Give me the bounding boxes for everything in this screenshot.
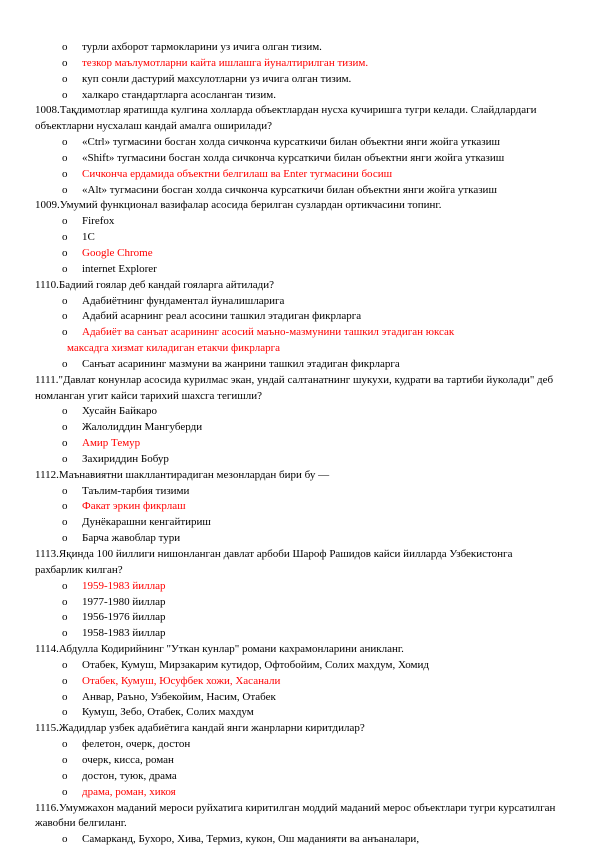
answer-option-label: Адабиёт ва санъат асарининг асосий маъно-мазмунини ташкил этадиган юксак — [82, 326, 455, 339]
answer-option — [35, 690, 560, 706]
answer-option — [35, 626, 560, 642]
answer-option — [35, 151, 560, 167]
answer-option-correct — [35, 167, 560, 183]
answer-option-label: драма, роман, хикоя — [82, 785, 176, 798]
answer-option-label: «Alt» тугмасини босган холда сичконча курсаткичи билан объектни янги жойга утказиш — [82, 183, 497, 196]
bullet-icon: o — [62, 595, 68, 608]
answer-option — [35, 214, 560, 230]
bullet-icon: o — [62, 41, 68, 53]
bullet-icon: o — [62, 151, 68, 164]
bullet-icon: o — [62, 516, 68, 529]
answer-option — [35, 515, 560, 531]
bullet-icon: o — [62, 357, 68, 370]
answer-option-label: Хусайн Байкаро — [82, 405, 158, 418]
answer-option-label: Дунёкарашни кенгайтириш — [82, 516, 211, 529]
answer-option — [35, 294, 560, 310]
answer-option-label: Барча жавоблар тури — [82, 532, 181, 545]
answer-option-label: Firefox — [82, 215, 115, 228]
answer-option — [35, 737, 560, 753]
answer-option-label: халкаро стандартларга асосланган тизим. — [82, 88, 276, 101]
answer-option — [35, 705, 560, 721]
answer-option-label: 1956-1976 йиллар — [82, 611, 166, 624]
bullet-icon: o — [62, 167, 68, 180]
bullet-icon: o — [62, 706, 68, 719]
answer-option-label: «Ctrl» тугмасини босган холда сичконча курсаткичи билан объектни янги жойга утказиш — [82, 136, 500, 149]
answer-option-correct — [35, 674, 560, 690]
answer-option-label: Сичконча ердамида объектни белгилаш ва Enter тугмасини босиш — [82, 167, 393, 180]
bullet-icon: o — [62, 437, 68, 450]
bullet-icon: o — [62, 452, 68, 465]
answer-option — [35, 610, 560, 626]
answer-option-continuation: максадга хизмат киладиган етакчи фикрларга — [67, 342, 280, 355]
answer-option-correct — [35, 436, 560, 452]
question-text: 1114.Абдулла Кодирийнинг "Уткан кунлар" романи кахрамонларини аникланг. — [35, 643, 404, 656]
answer-option — [35, 262, 560, 278]
answer-option-label: internet Explorer — [82, 262, 157, 275]
bullet-icon: o — [62, 88, 68, 101]
bullet-icon: o — [62, 326, 68, 339]
answer-option-label: куп сонли дастурий махсулотларни уз ичига олган тизим. — [82, 72, 352, 85]
answer-option-correct — [35, 499, 560, 515]
bullet-icon: o — [62, 294, 68, 307]
answer-option-label: фелетон, очерк, достон — [82, 738, 191, 751]
bullet-icon: o — [62, 310, 68, 323]
answer-option-label: достон, туюк, драма — [82, 769, 177, 782]
answer-option-label: 1959-1983 йиллар — [82, 579, 166, 592]
bullet-icon: o — [62, 484, 68, 497]
answer-option-label: турли ахборот тармокларини уз ичига олган тизим. — [82, 41, 322, 53]
answer-option-label: Санъат асарининг мазмуни ва жанрини ташкил этадиган фикрларга — [82, 357, 400, 370]
answer-option-label: очерк, кисса, роман — [82, 753, 174, 766]
answer-option-correct — [35, 325, 560, 341]
answer-option — [35, 832, 560, 848]
bullet-icon: o — [62, 627, 68, 640]
question-text: 1110.Бадиий гоялар деб кандай гояларга айтилади? — [35, 278, 275, 291]
answer-option — [35, 769, 560, 785]
bullet-icon: o — [62, 421, 68, 434]
answer-option-label: Самарканд, Бухоро, Хива, Термиз, кукон, Ош маданияти ва анъаналари, — [82, 833, 420, 846]
answer-option — [35, 230, 560, 246]
answer-option — [35, 753, 560, 769]
answer-option — [35, 452, 560, 468]
answer-option-label: Отабек, Кумуш, Мирзакарим кутидор, Офтобойим, Солих махдум, Хомид — [82, 658, 429, 671]
bullet-icon: o — [62, 500, 68, 513]
answer-option-label: Жалолиддин Мангуберди — [82, 421, 203, 434]
bullet-icon: o — [62, 72, 68, 85]
bullet-icon: o — [62, 658, 68, 671]
answer-option-label: Таълим-тарбия тизими — [82, 484, 190, 497]
bullet-icon: o — [62, 56, 68, 69]
question-text: 1116.Умумжахон маданий мероси руйхатига киритилган моддий маданий мерос объектлари тугри курсатилган жавобни белгиланг. — [35, 801, 556, 830]
answer-option — [35, 595, 560, 611]
bullet-icon: o — [62, 674, 68, 687]
answer-option-label: Отабек, Кумуш, Юсуфбек хожи, Хасанали — [82, 674, 281, 687]
bullet-icon: o — [62, 579, 68, 592]
bullet-icon: o — [62, 136, 68, 149]
answer-option-label: Факат эркин фикрлаш — [82, 500, 186, 513]
question-text: 1008.Тақдимотлар яратишда кулгина холларда объектлардан нусха кучиришга тугри келади. Слайдлардаги объектларни нусхалаш кандай амалга оширилади? — [35, 104, 537, 133]
bullet-icon: o — [62, 738, 68, 751]
question-text: 1112.Маънавиятни шакллантирадиган мезонлардан бири бу — — [35, 468, 330, 481]
bullet-icon: o — [62, 690, 68, 703]
answer-option-label: Захириддин Бобур — [82, 452, 169, 465]
question-text: 1113.Яқинда 100 йиллиги нишонланган давлат арбоби Шароф Рашидов кайси йилларда Узбекистонга рахбарлик килган? — [35, 548, 513, 576]
answer-option — [35, 484, 560, 500]
question-list — [35, 40, 560, 848]
answer-option — [35, 420, 560, 436]
answer-option — [35, 88, 560, 104]
bullet-icon: o — [62, 785, 68, 798]
bullet-icon: o — [62, 753, 68, 766]
bullet-icon: o — [62, 215, 68, 228]
answer-option-correct — [35, 579, 560, 595]
answer-option-correct — [35, 56, 560, 72]
answer-option-label: тезкор маълумотларни кайта ишлашга йуналтирилган тизим. — [82, 56, 369, 69]
answer-option — [35, 135, 560, 151]
bullet-icon: o — [62, 231, 68, 244]
answer-option-correct — [35, 246, 560, 262]
bullet-icon: o — [62, 183, 68, 196]
bullet-icon: o — [62, 833, 68, 846]
answer-option-label: 1958-1983 йиллар — [82, 627, 166, 640]
answer-option — [35, 309, 560, 325]
bullet-icon: o — [62, 405, 68, 418]
question-text: 1009.Умумий функционал вазифалар асосида берилган сузлардан ортикчасини топинг. — [35, 199, 442, 212]
answer-option-label: Кумуш, Зебо, Отабек, Солих махдум — [82, 706, 254, 719]
bullet-icon: o — [62, 532, 68, 545]
answer-option — [35, 658, 560, 674]
bullet-icon: o — [62, 246, 68, 259]
answer-option-correct — [35, 785, 560, 801]
bullet-icon: o — [62, 262, 68, 275]
answer-option — [35, 183, 560, 199]
answer-option-label: 1C — [82, 231, 95, 244]
answer-option-label: Амир Темур — [82, 437, 141, 450]
answer-option-label: Адабий асарнинг реал асосини ташкил этадиган фикрларга — [82, 310, 362, 323]
answer-option — [35, 531, 560, 547]
answer-option-label: Адабиётнинг фундаментал йуналишларига — [82, 294, 285, 307]
answer-option — [35, 404, 560, 420]
answer-option-label: Анвар, Раъно, Узбекойим, Насим, Отабек — [82, 690, 276, 703]
answer-option — [35, 72, 560, 88]
answer-option — [35, 357, 560, 373]
question-text: 1115.Жадидлар узбек адабиётига кандай янги жанрларни киритдилар? — [35, 722, 365, 735]
answer-option-label: Google Chrome — [82, 246, 153, 259]
answer-option — [35, 40, 560, 56]
bullet-icon: o — [62, 611, 68, 624]
question-text: 1111."Давлат конунлар асосида курилмас экан, ундай салтанатнинг шукухи, кудрати ва тартиби йуколади" деб номланган угит кайси тарихий шахсга тегишли? — [35, 373, 554, 402]
answer-option-label: 1977-1980 йиллар — [82, 595, 166, 608]
answer-option-label: «Shift» тугмасини босган холда сичконча курсаткичи билан объектни янги жойга утказиш — [82, 151, 505, 164]
bullet-icon: o — [62, 769, 68, 782]
